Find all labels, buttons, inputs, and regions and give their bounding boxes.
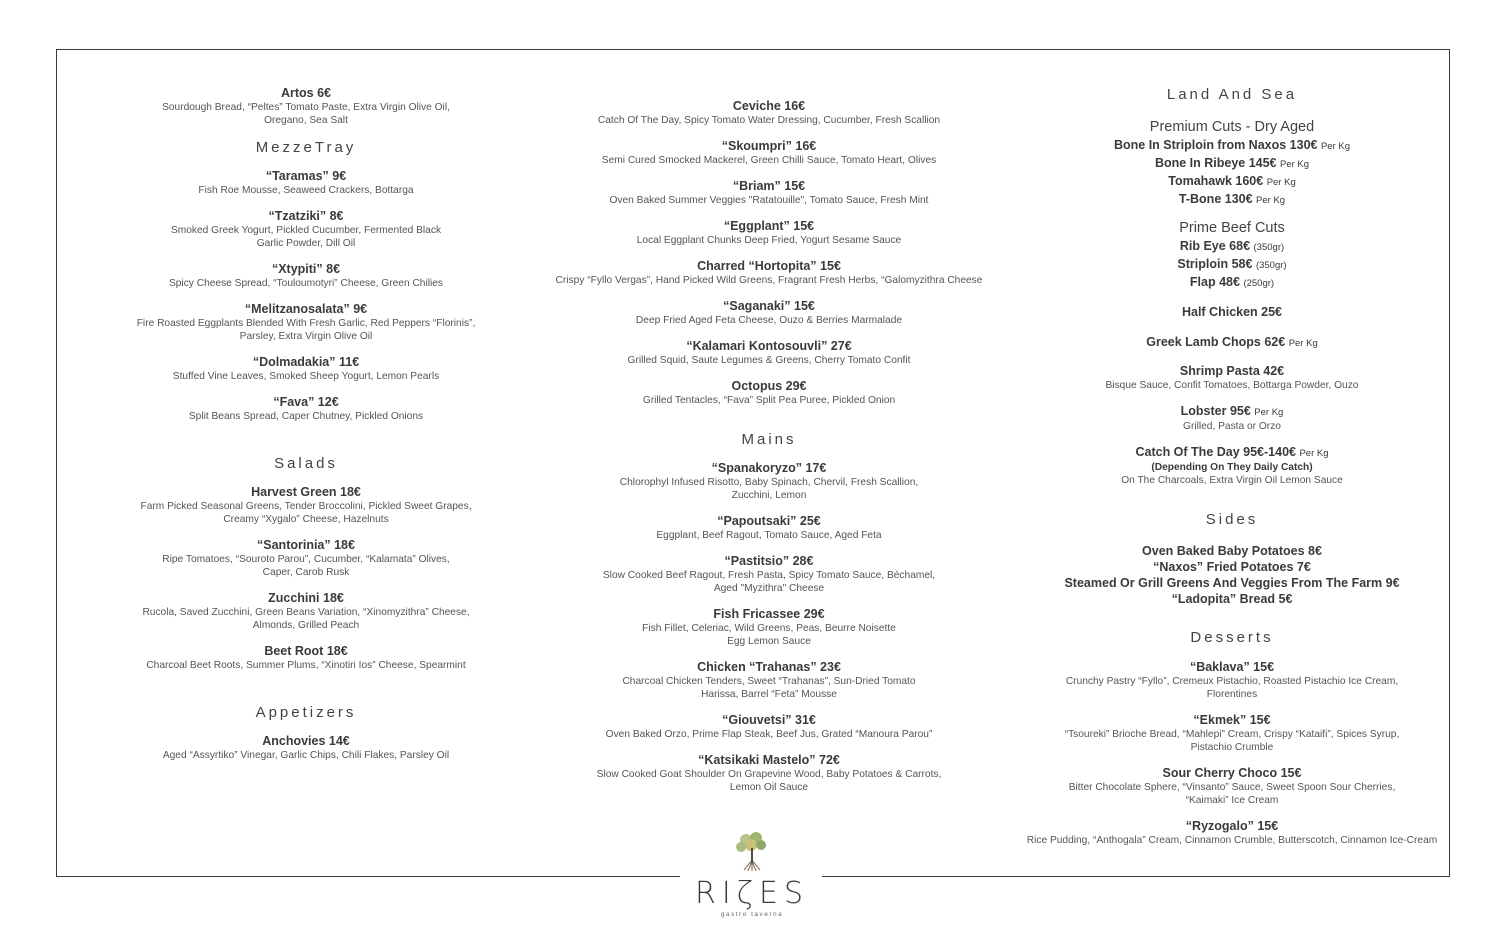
menu-item [534,299,1004,327]
item-desc: Oven Baked Summer Veggies "Ratatouille", Tomato Sauce, Fresh Mint [609,195,929,206]
item-desc: Local Eggplant Chunks Deep Fried, Yogurt Sesame Sauce [636,235,902,246]
menu-item [534,219,1004,247]
cut-name: Rib Eye 68€ [1179,239,1251,253]
cut-item [1010,256,1454,274]
item-name: Fish Fricassee 29€ [713,607,825,621]
item-desc: Lemon Oil Sauce [729,782,809,793]
item-desc: Fish Roe Mousse, Seaweed Crackers, Bottarga [198,185,414,196]
item-name: Beet Root 18€ [264,644,348,658]
menu-item [534,660,1004,701]
section-title-desserts: Desserts [1190,629,1274,646]
half-chicken: Half Chicken 25€ [1181,305,1283,319]
menu-item-lobster [1010,404,1454,433]
subsection-title-prime: Prime Beef Cuts [1179,220,1285,236]
item-desc: Deep Fried Aged Feta Cheese, Ouzo & Berries Marmalade [635,315,903,326]
item-name: “Eggplant” 15€ [723,219,815,233]
cut-unit: Per Kg [1280,159,1310,170]
item-desc: Rice Pudding, “Anthogala” Cream, Cinnamon Crumble, Butterscotch, Cinnamon Ice-Cream [1026,835,1438,846]
item-name: “Skoumpri” 16€ [721,139,817,153]
item-desc: Eggplant, Beef Ragout, Tomato Sauce, Aged Feta [656,530,882,541]
item-desc: Harissa, Barrel “Feta” Mousse [701,689,837,700]
menu-item [96,302,516,343]
restaurant-logo [690,830,814,930]
lamb-chops [1010,334,1454,352]
menu-item [1010,766,1454,807]
item-desc: Bitter Chocolate Sphere, “Vinsanto” Sauce, Sweet Spoon Sour Cherries, [1068,782,1396,793]
item-desc: Zucchini, Lemon [731,490,807,501]
item-desc: Spicy Cheese Spread, “Touloumotyri” Cheese, Green Chilies [168,278,444,289]
section-title-appetizers: Appetizers [255,704,357,721]
item-desc: Grilled, Pasta or Orzo [1183,421,1281,432]
item-name: Anchovies 14€ [262,734,350,748]
tree-icon [732,830,772,872]
menu-item-catch [1010,445,1454,487]
menu-item [534,713,1004,741]
menu-item [534,554,1004,595]
item-name: “Kalamari Kontosouvli” 27€ [686,339,852,353]
item-desc: Semi Cured Smocked Mackerel, Green Chilli Sauce, Tomato Heart, Olives [601,155,937,166]
item-desc: Fish Fillet, Celeriac, Wild Greens, Peas, Beurre Noisette [642,623,896,634]
item-name: “Ekmek” 15€ [1193,713,1271,727]
cut-name: Flap 48€ [1189,275,1240,289]
item-name: Lobster 95€ [1180,404,1251,418]
menu-item [96,591,516,632]
item-desc: Ripe Tomatoes, “Souroto Parou”, Cucumber, “Kalamata” Olives, [162,554,450,565]
item-name: “Briam” 15€ [732,179,806,193]
logo-wordmark: RIζES [694,876,809,911]
cut-unit: Per Kg [1320,141,1351,152]
menu-item [534,607,1004,648]
item-unit: Per Kg [1299,448,1329,459]
item-name: “Dolmadakia” 11€ [252,355,360,369]
item-desc: Bisque Sauce, Confit Tomatoes, Bottarga Powder, Ouzo [1105,380,1359,391]
menu-item [534,179,1004,207]
item-desc: On The Charcoals, Extra Virgin Oil Lemon Sauce [1121,475,1343,486]
cut-unit: (350gr) [1253,242,1285,253]
menu-item [96,395,516,423]
item-desc: Charcoal Beet Roots, Summer Plums, “Xinotiri Ios” Cheese, Spearmint [146,660,466,671]
item-desc: Almonds, Grilled Peach [252,620,360,631]
side-item: “Ladopita” Bread 5€ [1171,592,1293,606]
section-title-mains: Mains [741,431,797,448]
section-title-sides: Sides [1205,511,1259,528]
side-item: “Naxos” Fried Potatoes 7€ [1153,560,1311,574]
item-name: “Taramas” 9€ [265,169,347,183]
cut-item [1010,137,1454,155]
item-name: Zucchini 18€ [268,591,344,605]
item-name: Artos 6€ [280,86,332,100]
column-right [1010,86,1454,859]
item-desc: Grilled Tentacles, “Fava” Split Pea Puree, Pickled Onion [642,395,896,406]
menu-item [534,379,1004,407]
menu-item [96,169,516,197]
cut-unit: (350gr) [1255,260,1287,271]
item-desc: Rucola, Saved Zucchini, Green Beans Variation, “Xinomyzithra” Cheese, [142,607,470,618]
cut-name: Bone In Striploin from Naxos 130€ [1113,138,1318,152]
menu-item [534,139,1004,167]
cut-unit: Per Kg [1266,177,1296,188]
column-center [534,99,1004,806]
item-desc: Garlic Powder, Dill Oil [256,238,356,249]
item-desc: Parsley, Extra Virgin Olive Oil [239,331,373,342]
item-desc: Oregano, Sea Salt [264,115,348,126]
cut-item [1010,173,1454,191]
item-note: (Depending On They Daily Catch) [1151,462,1313,473]
item-name: “Papoutsaki” 25€ [717,514,821,528]
item-name: Catch Of The Day 95€-140€ [1135,445,1296,459]
menu-item-shrimp [1010,364,1454,392]
item-name: Shrimp Pasta 42€ [1179,364,1285,378]
item-unit: Per Kg [1254,407,1284,418]
side-item: Steamed Or Grill Greens And Veggies From The Farm 9€ [1064,576,1400,590]
item-name: “Spanakoryzo” 17€ [711,461,827,475]
menu-item [534,461,1004,502]
cut-item [1010,191,1454,209]
item-desc: Catch Of The Day, Spicy Tomato Water Dressing, Cucumber, Fresh Scallion [597,115,941,126]
item-desc: Split Beans Spread, Caper Chutney, Pickled Onions [188,411,424,422]
item-name: “Tzatziki” 8€ [268,209,344,223]
subsection-title-premium: Premium Cuts - Dry Aged [1149,119,1315,135]
menu-item [1010,660,1454,701]
item-desc: “Tsoureki” Brioche Bread, “Mahlepi” Cream, Crispy “Kataifi”, Spices Syrup, [1064,729,1400,740]
menu-item-artos [96,86,516,127]
item-desc: Slow Cooked Goat Shoulder On Grapevine Wood, Baby Potatoes & Carrots, [596,769,942,780]
item-name: Harvest Green 18€ [251,485,361,499]
item-name: “Saganaki” 15€ [723,299,815,313]
cut-name: Tomahawk 160€ [1168,174,1264,188]
cut-item [1010,155,1454,173]
item-desc: Aged “Assyrtiko” Vinegar, Garlic Chips, Chili Flakes, Parsley Oil [162,750,450,761]
item-name: “Giouvetsi” 31€ [722,713,816,727]
item-desc: Oven Baked Orzo, Prime Flap Steak, Beef Jus, Grated “Manoura Parou” [605,729,933,740]
menu-item [96,355,516,383]
item-desc: Creamy “Xygalo” Cheese, Hazelnuts [223,514,389,525]
cut-unit: Per Kg [1256,195,1286,206]
section-title-salads: Salads [274,455,338,472]
cut-item [1010,238,1454,256]
cut-name: T-Bone 130€ [1178,192,1253,206]
item-name: Charred “Hortopita” 15€ [697,259,841,273]
item-name: “Ryzogalo” 15€ [1185,819,1279,833]
cut-unit: (250gr) [1243,278,1275,289]
item-desc: Aged "Myzithra" Cheese [713,583,825,594]
item-name: Chicken “Trahanas” 23€ [697,660,841,674]
item-desc: Grilled Squid, Saute Legumes & Greens, Cherry Tomato Confit [627,355,911,366]
item-name: “Katsikaki Mastelo” 72€ [698,753,840,767]
menu-item [1010,819,1454,847]
menu-item [96,644,516,672]
item-desc: Smoked Greek Yogurt, Pickled Cucumber, Fermented Black [170,225,442,236]
item-name: Octopus 29€ [731,379,807,393]
item-desc: Slow Cooked Beef Ragout, Fresh Pasta, Spicy Tomato Sauce, Béchamel, [602,570,936,581]
logo-tagline: gastro taverna [720,911,784,918]
side-item: Oven Baked Baby Potatoes 8€ [1142,544,1322,558]
item-name: “Melitzanosalata” 9€ [244,302,368,316]
menu-item [534,753,1004,794]
menu-item [534,514,1004,542]
section-title-land-sea: Land And Sea [1166,86,1298,103]
item-desc: Crunchy Pastry “Fyllo”, Cremeux Pistachio, Roasted Pistachio Ice Cream, [1065,676,1399,687]
item-desc: Chlorophyl Infused Risotto, Baby Spinach, Chervil, Fresh Scallion, [619,477,919,488]
cut-name: Greek Lamb Chops 62€ [1146,335,1286,349]
item-desc: Florentines [1206,689,1258,700]
menu-item [96,734,516,762]
menu-item [1010,713,1454,754]
menu-item [96,538,516,579]
menu-item [534,339,1004,367]
item-name: “Baklava” 15€ [1189,660,1275,674]
item-desc: Egg Lemon Sauce [727,636,811,647]
item-desc: Fire Roasted Eggplants Blended With Fresh Garlic, Red Peppers “Florinis”, [136,318,476,329]
item-name: Ceviche 16€ [732,99,806,113]
item-desc: Caper, Carob Rusk [262,567,350,578]
item-name: Sour Cherry Choco 15€ [1162,766,1302,780]
menu-item [534,99,1004,127]
item-desc: Crispy “Fyllo Vergas”, Hand Picked Wild Greens, Fragrant Fresh Herbs, “Galomyzithra Cheese [555,275,983,286]
cut-item [1010,274,1454,292]
menu-item [96,262,516,290]
menu-item [96,485,516,526]
item-desc: Farm Picked Seasonal Greens, Tender Broccolini, Pickled Sweet Grapes, [140,501,472,512]
column-left [96,86,516,774]
item-desc: Stuffed Vine Leaves, Smoked Sheep Yogurt, Lemon Pearls [172,371,440,382]
item-name: “Santorinia” 18€ [257,538,355,552]
item-name: “Fava” 12€ [273,395,339,409]
menu-item [96,209,516,250]
item-desc: Pistachio Crumble [1190,742,1274,753]
item-name: “Pastitsio” 28€ [724,554,814,568]
item-desc: Charcoal Chicken Tenders, Sweet “Trahanas”, Sun-Dried Tomato [622,676,916,687]
menu-item [534,259,1004,287]
cut-name: Striploin 58€ [1177,257,1253,271]
cut-unit: Per Kg [1288,338,1318,349]
section-title-mezze: MezzeTray [255,139,357,156]
item-desc: “Kaimaki” Ice Cream [1185,795,1279,806]
cut-name: Bone In Ribeye 145€ [1154,156,1277,170]
item-desc: Sourdough Bread, “Peltes” Tomato Paste, Extra Virgin Olive Oil, [162,102,450,113]
item-name: “Xtypiti” 8€ [271,262,341,276]
